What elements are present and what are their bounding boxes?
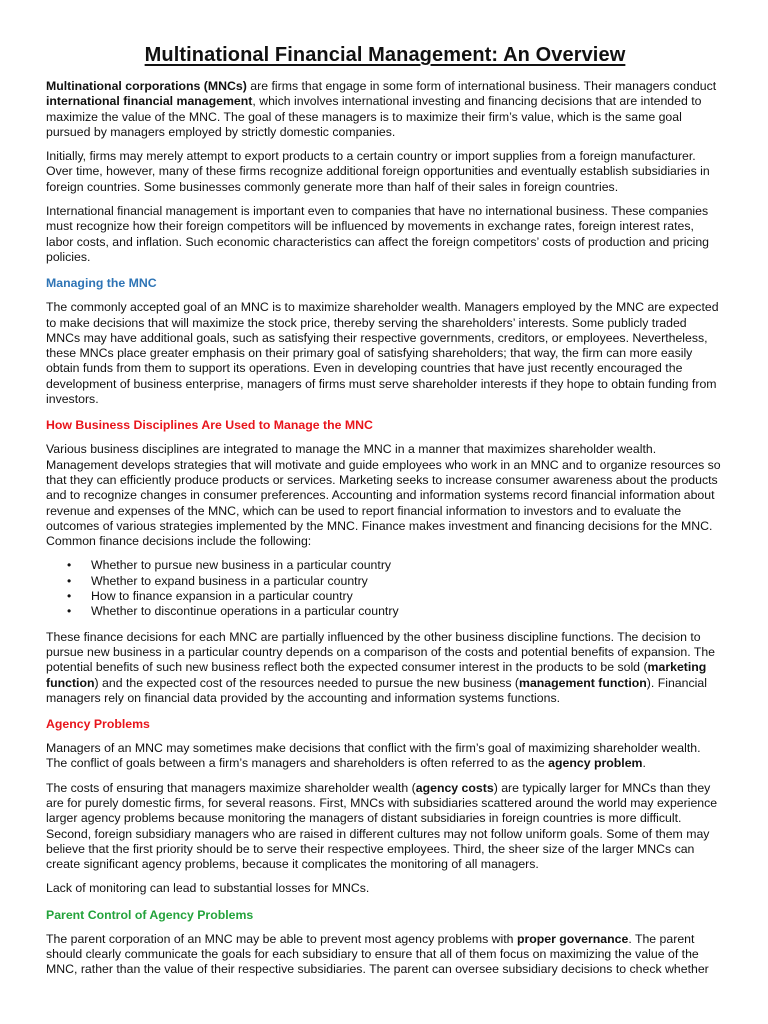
term-mncs: Multinational corporations (MNCs) [46,79,247,93]
bullet-icon: • [67,604,72,619]
list-item: • Whether to discontinue operations in a particular country [67,604,399,619]
bullet-icon: • [67,573,72,588]
term-marketing-function: marketing function [46,660,707,690]
paragraph-importance: International financial management is important even to companies that have no international business. These companies must recognize how their foreign competitors will be influenced by movements in exchange rates, foreign interest rates, labor costs, and inflation. Such economic characteristics can affect the foreign competitors’ costs of production and pricing policies. [46,204,710,264]
bullet-icon: • [67,589,72,604]
heading-managing-the-mnc: Managing the MNC [46,276,157,291]
term-agency-costs: agency costs [415,780,494,795]
paragraph-disciplines: Various business disciplines are integrated to manage the MNC in a manner that maximizes shareholder wealth. Management develops strategies that will motivate and guide employees who work in an MNC and to organize resources so that they can efficiently produce products or services. Marketing seeks to increase consumer awareness about the products and to recognize changes in consumer preferences. Accounting and information systems record financial information about revenue and expenses of the MNC, which can be used to report financial information to investors and to evaluate the outcomes of various strategies implemented by the MNC. Finance makes investment and financing decisions for the MNC. Common finance decisions include the following: [46,442,721,549]
heading-agency-problems: Agency Problems [46,717,150,732]
finance-decisions-list [46,558,724,619]
list-item: • Whether to pursue new business in a particular country [67,558,392,573]
bullet-icon: • [67,558,72,573]
term-management-function: management function [519,675,647,690]
term-agency-problem: agency problem [548,756,643,771]
term-proper-governance: proper governance [516,931,629,946]
paragraph-managing: The commonly accepted goal of an MNC is to maximize shareholder wealth. Managers employed by the MNC are expected to make decisions that will maximize the stock price, thereby serving the shareholders’ interests. Some publicly traded MNCs may have additional goals, such as satisfying their respective governments, creditors, or employees. Nevertheless, these MNCs place greater emphasis on their primary goal of satisfying shareholders; that way, the firm can more easily obtain funds from them to support its operations. Even in developing countries that have just recently encouraged the development of business enterprise, managers of firms must serve shareholder interests if they hope to obtain funding from investors. [46,300,719,407]
paragraph-monitoring: Lack of monitoring can lead to substantial losses for MNCs. [46,881,370,896]
list-item: • How to finance expansion in a particular country [67,589,353,604]
paragraph-intro: Multinational corporations (MNCs) are firms that engage in some form of international business. Their managers conduct international financial management, which involves international investing and financing decisions that are intended to maximize the value of the MNC. The goal of these managers is to maximize their firm’s value, which is the same goal pursued by managers employed by strictly domestic companies. [46,79,717,139]
list-item: • Whether to expand business in a particular country [67,573,368,588]
paragraph-governance: The parent corporation of an MNC may be able to prevent most agency problems with proper governance. The parent should clearly communicate the goals for each subsidiary to ensure that all of them focus on maximizing the value of the MNC, rather than the value of their respective subsidiaries. The parent can oversee subsidiary decisions to check whether [46,931,709,977]
page-title: Multinational Financial Management: An Overview [144,44,626,66]
paragraph-agency-problem: Managers of an MNC may sometimes make decisions that conflict with the firm’s goal of maximizing shareholder wealth. The conflict of goals between a firm’s managers and shareholders is often referred to as the agency problem. [46,741,701,771]
term-international-financial-management: international financial management [46,94,253,109]
heading-business-disciplines: How Business Disciplines Are Used to Manage the MNC [46,418,373,433]
paragraph-finance-decisions: These finance decisions for each MNC are partially influenced by the other business discipline functions. The decision to pursue new business in a particular country depends on a comparison of the costs and potential benefits of expansion. The potential benefits of such new business reflect both the expected consumer interest in the products to be sold (marketing function) and the expected cost of the resources needed to pursue the new business (management function). Financial managers rely on financial data provided by the accounting and information systems functions. [46,629,716,705]
paragraph-expansion: Initially, firms may merely attempt to export products to a certain country or import supplies from a foreign manufacturer. Over time, however, many of these firms recognize additional foreign opportunities and eventually establish subsidiaries in foreign countries. Some businesses commonly generate more than half of their sales in foreign countries. [46,149,710,194]
heading-parent-control: Parent Control of Agency Problems [46,907,254,922]
paragraph-agency-costs: The costs of ensuring that managers maximize shareholder wealth (agency costs) are typically larger for MNCs than they are for purely domestic firms, for several reasons. First, MNCs with subsidiaries scattered around the world may experience larger agency problems because monitoring the managers of distant subsidiaries in foreign countries is more difficult. Second, foreign subsidiary managers who are raised in different cultures may not follow uniform goals. Some of them may believe that the first priority should be to serve their respective employees. Third, the sheer size of the larger MNCs can create significant agency problems, because it complicates the monitoring of all managers. [46,780,718,872]
